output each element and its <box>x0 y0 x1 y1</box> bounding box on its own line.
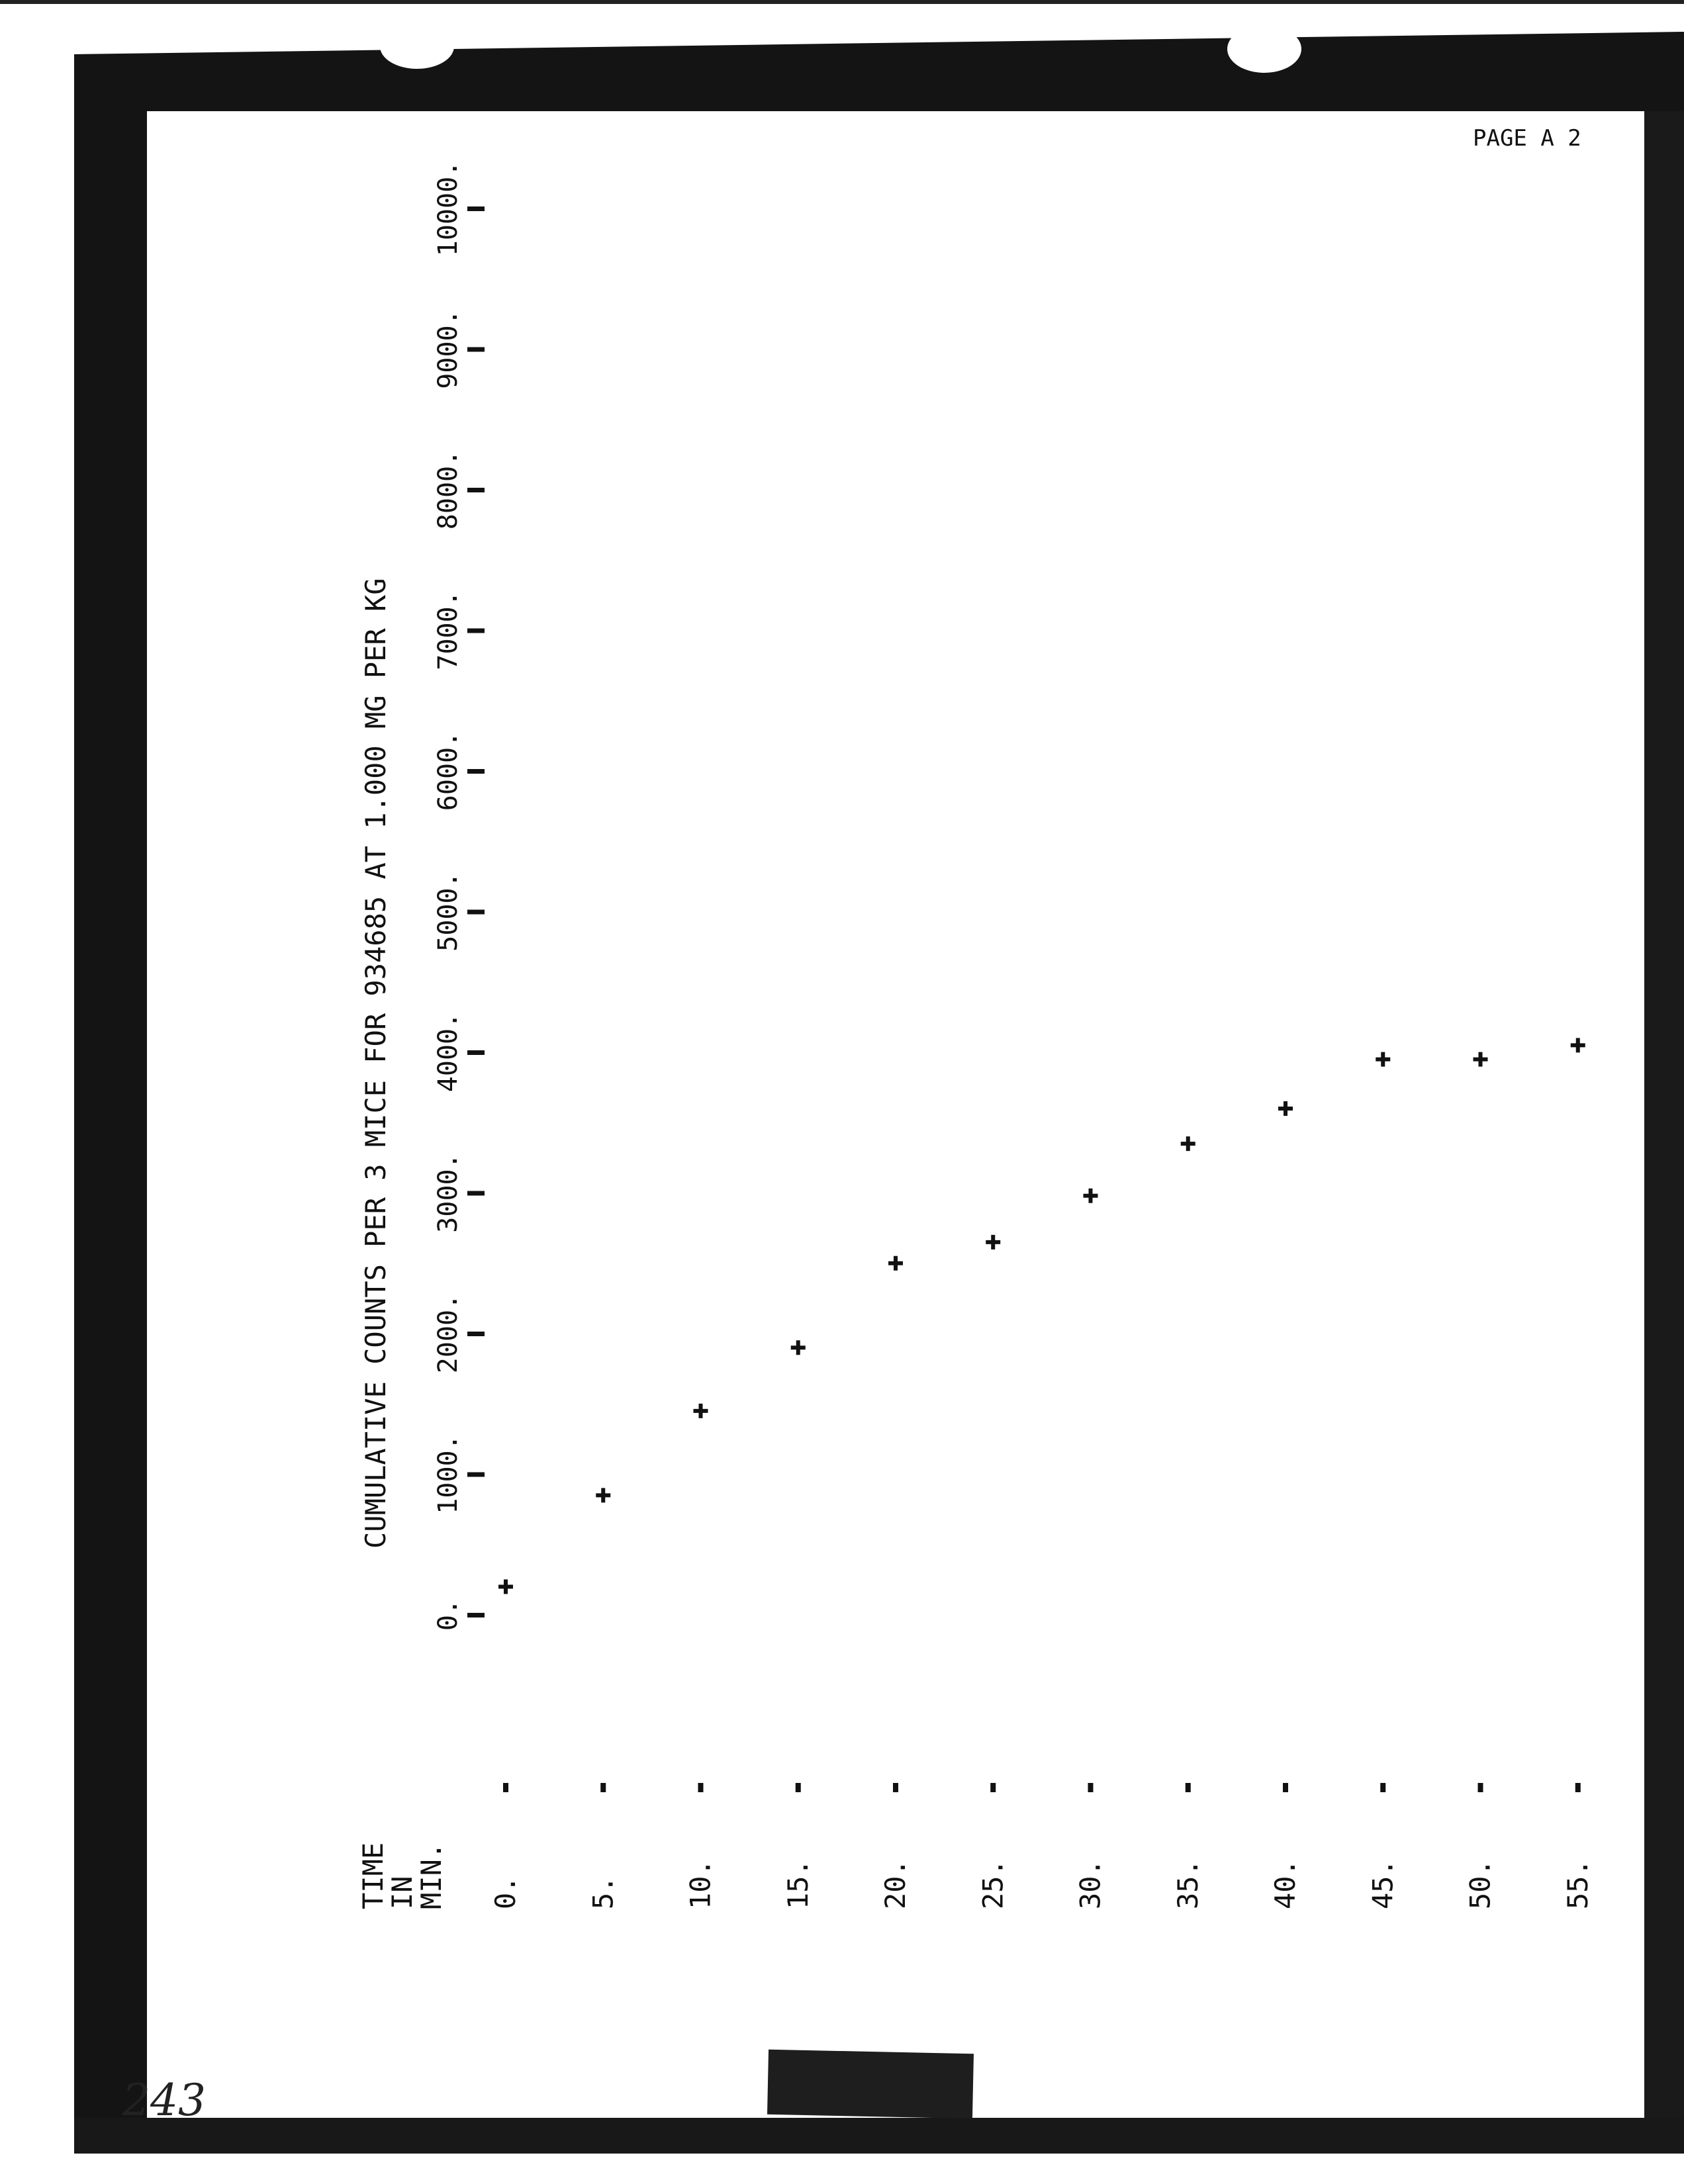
time-tick-label: 55. <box>1561 1859 1594 1909</box>
handwritten-page-number: 243 <box>122 2075 206 2126</box>
count-tick-label: 3000. <box>433 1153 463 1233</box>
time-axis-label-line: TIME <box>357 1842 389 1909</box>
time-tick-label: 25. <box>976 1859 1009 1909</box>
time-tick-mark <box>503 1783 508 1792</box>
time-tick-mark <box>1283 1783 1288 1792</box>
punch-hole-left <box>380 24 454 69</box>
time-tick-label: 0. <box>489 1876 522 1909</box>
count-tick-mark <box>467 347 485 352</box>
count-tick-mark <box>467 629 485 633</box>
time-tick-label: 50. <box>1464 1859 1497 1909</box>
count-tick-label: 7000. <box>433 590 463 670</box>
time-tick-label: 10. <box>684 1859 717 1909</box>
count-tick-label: 8000. <box>433 449 463 530</box>
redaction-blot <box>767 2050 974 2118</box>
time-tick-mark <box>600 1783 606 1792</box>
time-tick-label: 15. <box>781 1859 814 1909</box>
time-tick-label: 5. <box>586 1876 620 1909</box>
time-tick-mark <box>796 1783 801 1792</box>
time-tick-label: 40. <box>1269 1859 1301 1909</box>
time-tick-mark <box>1380 1783 1385 1792</box>
time-tick-mark <box>1575 1783 1581 1792</box>
count-tick-label: 6000. <box>433 731 463 811</box>
count-tick-mark <box>467 1332 485 1336</box>
count-tick-mark <box>467 910 485 915</box>
time-tick-mark <box>990 1783 996 1792</box>
count-tick-label: 9000. <box>433 309 463 389</box>
count-tick-mark <box>467 769 485 774</box>
count-tick-mark <box>467 206 485 211</box>
count-tick-mark <box>467 1191 485 1196</box>
time-axis-label-line: IN <box>386 1876 418 1909</box>
time-axis-label-line: MIN. <box>415 1842 447 1909</box>
count-tick-label: 1000. <box>433 1434 463 1514</box>
time-tick-mark <box>893 1783 898 1792</box>
time-tick-label: 20. <box>879 1859 912 1909</box>
time-tick-mark <box>698 1783 704 1792</box>
scan-frame <box>74 32 1684 2154</box>
time-tick-label: 45. <box>1366 1859 1399 1909</box>
top-rule <box>0 0 1684 4</box>
count-tick-mark <box>467 1050 485 1055</box>
count-tick-label: 4000. <box>433 1012 463 1093</box>
count-tick-label: 5000. <box>433 872 463 952</box>
count-tick-label: 0. <box>433 1598 463 1631</box>
count-tick-mark <box>467 1473 485 1477</box>
time-tick-mark <box>1088 1783 1094 1792</box>
time-tick-label: 35. <box>1171 1859 1204 1909</box>
time-tick-mark <box>1186 1783 1191 1792</box>
count-tick-mark <box>467 1613 485 1617</box>
punch-hole-right <box>1227 25 1301 73</box>
count-tick-label: 10000. <box>433 160 463 257</box>
count-tick-label: 2000. <box>433 1293 463 1374</box>
page-label: PAGE A 2 <box>1473 125 1581 152</box>
chart-title: CUMULATIVE COUNTS PER 3 MICE FOR 934685 AT 1.000 MG PER KG <box>359 578 392 1549</box>
time-tick-mark <box>1478 1783 1483 1792</box>
time-tick-label: 30. <box>1074 1859 1107 1909</box>
count-tick-mark <box>467 488 485 492</box>
